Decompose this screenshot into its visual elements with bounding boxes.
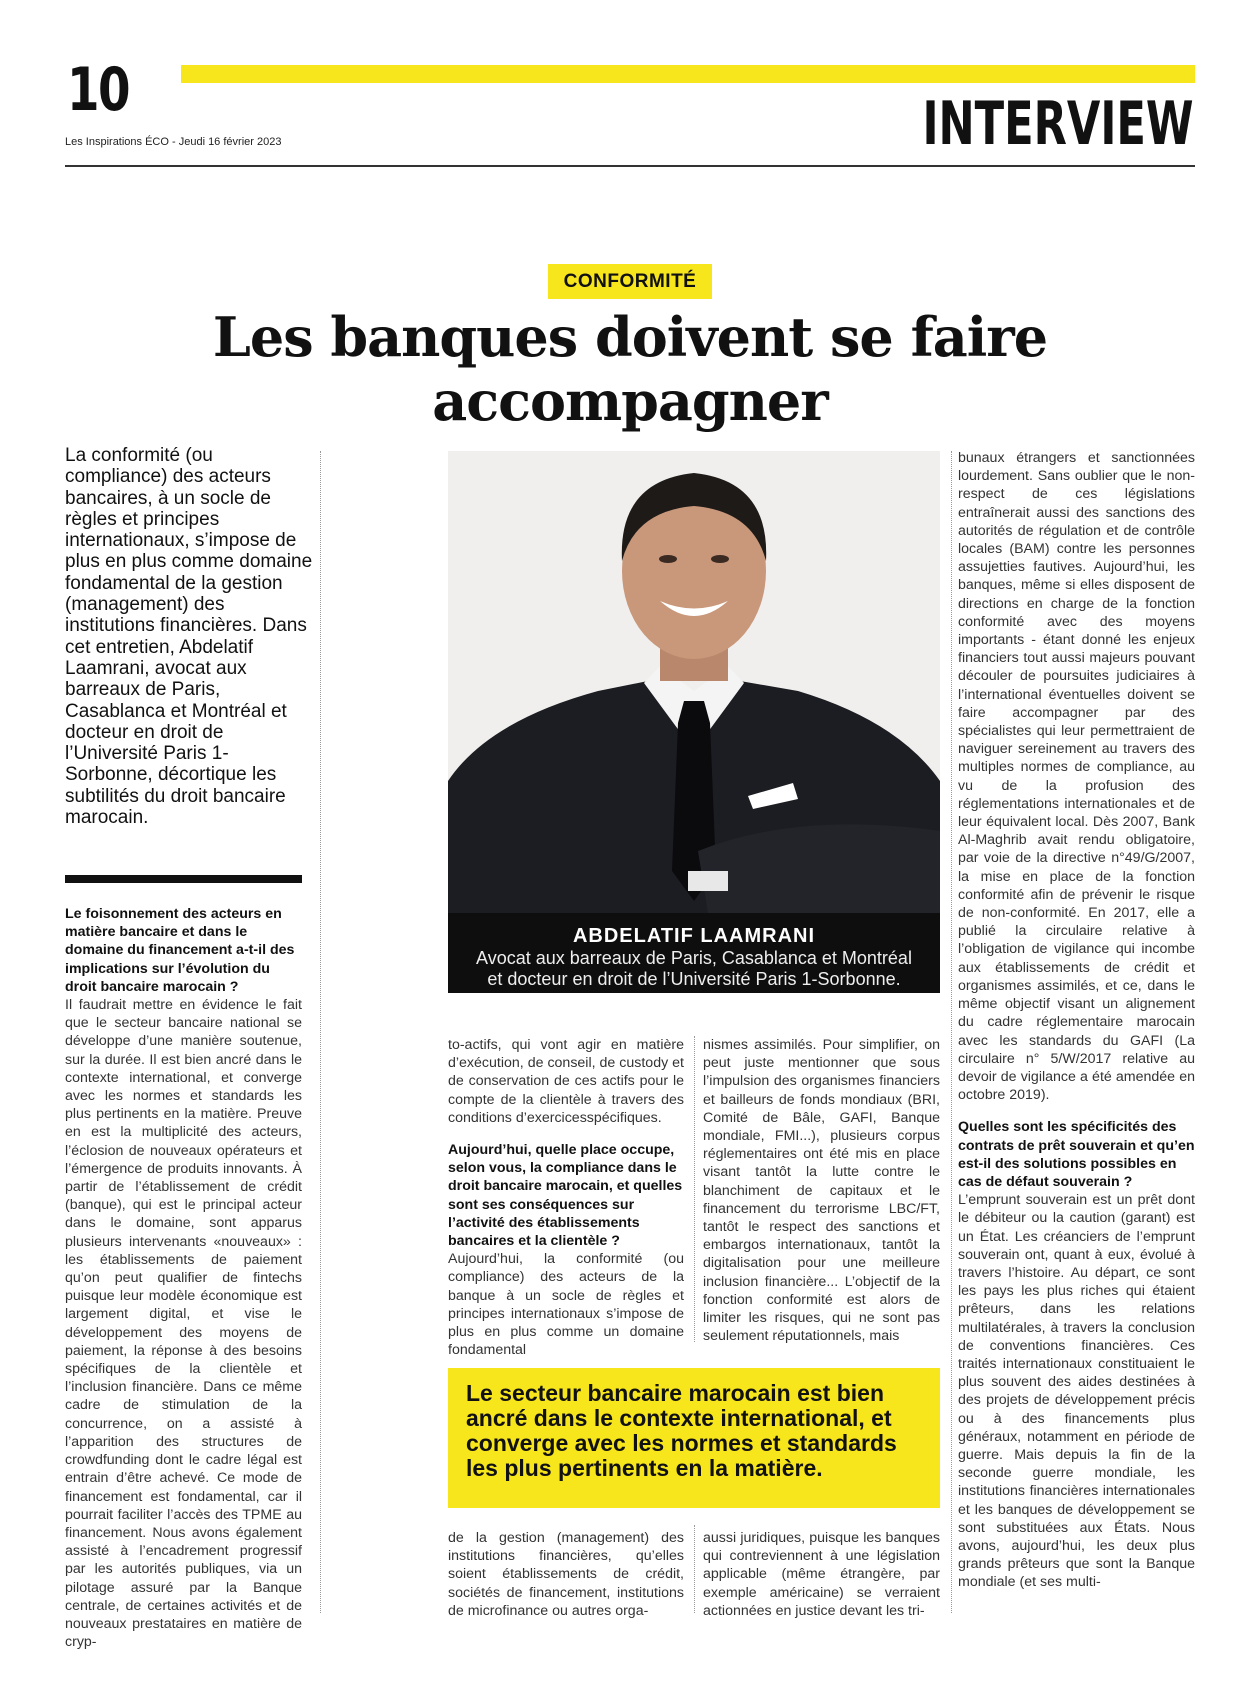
publication-line: Les Inspirations ÉCO - Jeudi 16 février 2023 [65, 136, 282, 148]
question: Aujourd’hui, quelle place occupe, selon vous, la compliance dans le droit bancaire marocain, et quelles sont ses conséquences sur l’activité des établissements bancaires et la clientèle ? [448, 1142, 683, 1250]
portrait-illustration [448, 451, 940, 913]
paragraph: aussi juridiques, puisque les banques qui contreviennent à une législation applicable (même étrangère, par exemple américaine) se verraient actionnées en justice devant les tri- [703, 1530, 940, 1619]
question: Le foisonnement des acteurs en matière bancaire et dans le domaine du financement a-t-il des implications sur l’évolution du droit bancaire marocain ? [65, 906, 295, 995]
paragraph: de la gestion (management) des institutions financières, qu’elles soient établissements de crédit, sociétés de financement, institutions de microfinance ou autres orga- [448, 1530, 684, 1619]
question: Quelles sont les spécificités des contrats de prêt souverain et qu’en est-il des solutions possibles en cas de défaut souverain ? [958, 1119, 1195, 1190]
kicker-label: CONFORMITÉ [548, 264, 712, 299]
caption-role-line-1: Avocat aux barreaux de Paris, Casablanca et Montréal [476, 948, 912, 968]
column-4 [958, 449, 1195, 1592]
intro-rule [65, 875, 302, 883]
headline-line-1: Les banques doivent se faire [212, 305, 1048, 369]
column-2-continued [448, 1529, 684, 1620]
paragraph: bunaux étrangers et sanctionnées lourdement. Sans oublier que le non-respect de ces législations entraînerait aussi des sanctions des autorités de régulation et de contrôle locales (BAM) contre les personnes assujetties fautives. Aujourd’hui, les banques, même si elles disposent de directions en charge de la fonction conformité avec des moyens importants - étant donné les enjeux financiers tout aussi majeurs pouvant découler de poursuites judiciaires à l’international éventuelles doivent se faire accompagner par des spécialistes qui leur permettraient de naviguer sereinement au travers des multiples normes de compliance, au vu de la profusion des réglementations internationales et de leur équivalent local. Dès 2007, Bank Al-Maghrib avait rendu obligatoire, par voie de la directive n°49/G/2007, la mise en place de la fonction conformité afin de prévenir le risque de non-conformité. En 2017, elle a publié la circulaire relative à l’obligation de vigilance qui incombe aux établissements de crédit et organismes assimilés, et ce, dans le même objectif visant un alignement du cadre réglementaire marocain avec les standards du GAFI (La circulaire n° 5/W/2017 relative au devoir de vigilance a été amendée en octobre 2019). [958, 450, 1195, 1104]
column-3 [703, 1036, 940, 1345]
column-separator [694, 1036, 695, 1342]
answer: L’emprunt souverain est un prêt dont le débiteur ou la caution (garant) est un État. Les créanciers de l’emprunt souverain ont, quant à eux, évolué à travers l’histoire. Au départ, ce sont les pays les plus riches qui étaient prêteurs, dans les relations multilatérales, à travers la conclusion de conventions financières. Ces traités internationaux constituaient le plus souvent des aides destinées à des projets de développement précis ou à des financements plus généraux, notamment en période de guerre. Mais depuis la fin de la seconde guerre mondiale, les institutions financières internationales et les banques de développement se sont substituées aux États. Nous avons, aujourd’hui, les deux plus grands prêteurs que sont la Banque mondiale (et ses multi- [958, 1192, 1195, 1591]
column-3-continued [703, 1529, 940, 1620]
column-separator [951, 451, 952, 1613]
column-separator [694, 1525, 695, 1613]
header-accent-bar [181, 65, 1195, 83]
section-title: INTERVIEW [922, 89, 1194, 159]
column-separator [320, 451, 321, 1613]
caption-name: ABDELATIF LAAMRANI [572, 925, 816, 947]
paragraph: nismes assimilés. Pour simplifier, on peut juste mentionner que sous l’impulsion des organismes financiers et bailleurs de fonds mondiaux (BRI, Comité de Bâle, GAFI, Banque mondiale, FMI...), plusieurs corpus réglementaires ont été mis en place visant tantôt la lutte contre le blanchiment de capitaux et le financement du terrorisme LBC/FT, tantôt le respect des sanctions et embargos internationaux, tantôt la digitalisation pour une meilleure inclusion financière... L’objectif de la fonction conformité est alors de limiter les risques, qui ne sont pas seulement réputationnels, mais [703, 1037, 940, 1345]
pull-quote [448, 1368, 940, 1508]
headline-line-2: accompagner [432, 369, 828, 433]
pull-quote-text: Le secteur bancaire marocain est bien ancré dans le contexte international, et converge avec les normes et standards les plus pertinents en la matière. [466, 1380, 897, 1481]
header-rule [65, 165, 1195, 167]
headline [150, 305, 1110, 433]
photo-caption [448, 913, 940, 993]
answer: Il faudrait mettre en évidence le fait que le secteur bancaire national se développe d’une manière soutenue, sur la durée. Il est bien ancré dans le contexte international, et converge avec les normes et standards les plus pertinents en la matière. Preuve en est la multiplicité des acteurs, l’éclosion de nouveaux opérateurs et l’émergence de produits innovants. À partir de l’établissement de crédit (banque), qui est le principal acteur dans le domaine, sont apparus plusieurs intervenants «nouveaux» : les établissements de paiement qu’on peut qualifier de fintechs puisque leur modèle économique est largement digital, et vise le développement des moyens de paiement, la réponse à des besoins spécifiques de la clientèle et l’inclusion financière. Dans ce même cadre de stimulation de la concurrence, on a assisté à l’apparition des structures de crowdfunding dont le cadre légal est entrain d’être achevé. Ce mode de financement est fondamental, car il pourrait faciliter l’accès des TPME au financement. Nous avons également assisté à l’encadrement progressif par les autorités publiques, via un pilotage assuré par la Banque centrale, de certaines activités et de nouveaux prestataires en matière de cryp- [65, 997, 302, 1651]
answer: Aujourd’hui, la conformité (ou compliance) des acteurs de la banque à un socle de règles et principes internationaux s’impose de plus en plus comme un domaine fondamental [448, 1251, 684, 1359]
column-1 [65, 905, 302, 1651]
portrait-photo [448, 451, 940, 913]
column-2 [448, 1036, 684, 1359]
article-intro: La conformité (ou compliance) des acteurs bancaires, à un socle de règles et principes internationaux, s’impose de plus en plus comme domaine fondamental de la gestion (management) des institutions financières. Dans cet entretien, Abdelatif Laamrani, avocat aux barreaux de Paris, Casablanca et Montréal et docteur en droit de l’Université Paris 1-Sorbonne, décortique les subtilités du droit bancaire marocain. [65, 445, 313, 829]
caption-role-line-2: et docteur en droit de l’Université Paris 1-Sorbonne. [487, 969, 901, 989]
page-number: 10 [67, 55, 130, 125]
paragraph: to-actifs, qui vont agir en matière d’exécution, de conseil, de custody et de conservation de ces actifs pour le compte de la clientèle à travers des conditions d’exercicesspécifiques. [448, 1037, 684, 1126]
